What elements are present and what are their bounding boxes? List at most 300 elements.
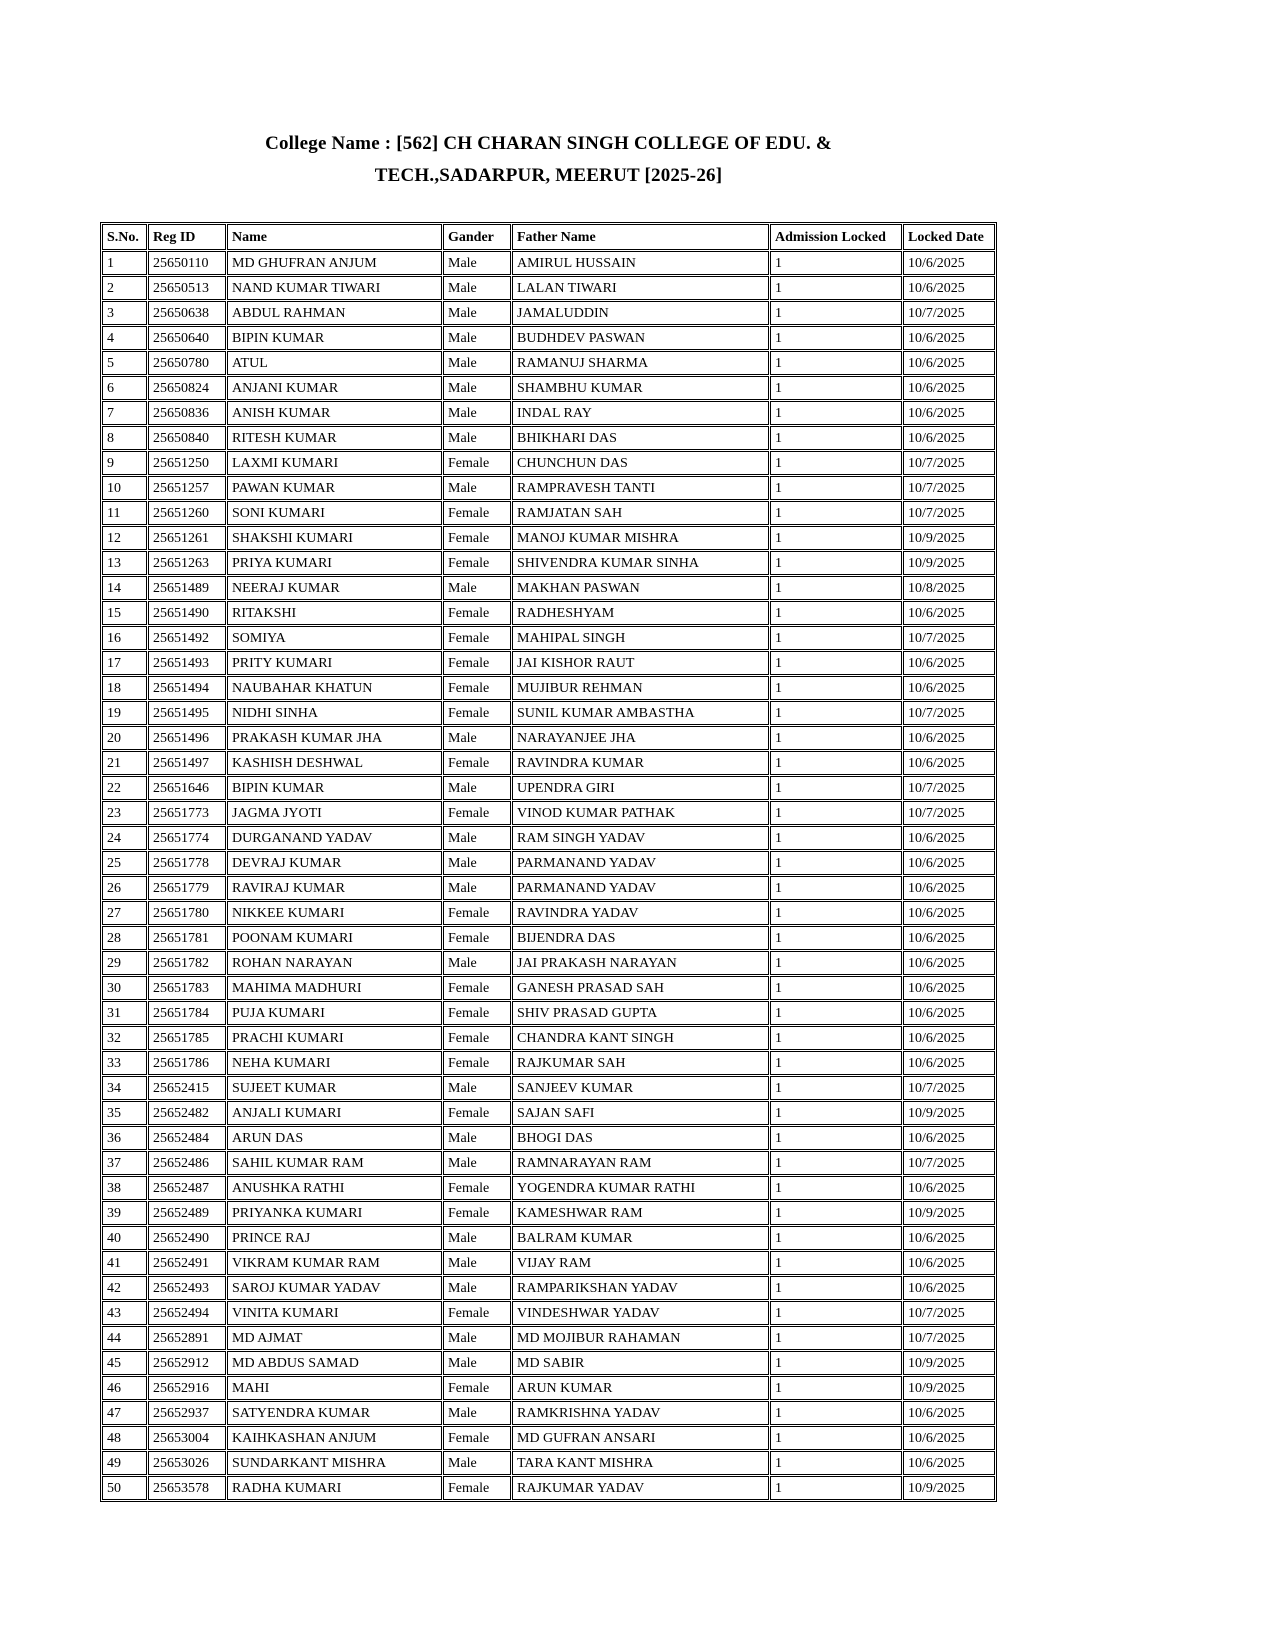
cell-father-name: RAMPARIKSHAN YADAV [512, 1276, 769, 1300]
cell-sno: 43 [102, 1301, 147, 1325]
table-row [102, 526, 995, 550]
cell-gender: Female [443, 1301, 511, 1325]
cell-admission-locked: 1 [770, 801, 902, 825]
cell-father-name: TARA KANT MISHRA [512, 1451, 769, 1475]
cell-reg-id: 25650110 [148, 251, 226, 275]
cell-father-name: LALAN TIWARI [512, 276, 769, 300]
cell-locked-date: 10/7/2025 [903, 1076, 995, 1100]
cell-name: POONAM KUMARI [227, 926, 442, 950]
cell-locked-date: 10/6/2025 [903, 1026, 995, 1050]
cell-father-name: GANESH PRASAD SAH [512, 976, 769, 1000]
cell-sno: 19 [102, 701, 147, 725]
cell-gender: Male [443, 376, 511, 400]
cell-name: MD ABDUS SAMAD [227, 1351, 442, 1375]
cell-father-name: INDAL RAY [512, 401, 769, 425]
cell-admission-locked: 1 [770, 1101, 902, 1125]
cell-father-name: RAMPRAVESH TANTI [512, 476, 769, 500]
cell-gender: Male [443, 1126, 511, 1150]
cell-reg-id: 25652490 [148, 1226, 226, 1250]
cell-reg-id: 25651492 [148, 626, 226, 650]
table-row [102, 1176, 995, 1200]
cell-reg-id: 25651781 [148, 926, 226, 950]
cell-gender: Male [443, 426, 511, 450]
cell-father-name: ARUN KUMAR [512, 1376, 769, 1400]
cell-admission-locked: 1 [770, 276, 902, 300]
cell-admission-locked: 1 [770, 1001, 902, 1025]
cell-name: SATYENDRA KUMAR [227, 1401, 442, 1425]
cell-gender: Female [443, 451, 511, 475]
col-header-admission-locked: Admission Locked [770, 224, 902, 250]
cell-name: SUJEET KUMAR [227, 1076, 442, 1100]
table-row [102, 1226, 995, 1250]
cell-gender: Female [443, 1101, 511, 1125]
table-row [102, 651, 995, 675]
cell-gender: Male [443, 1401, 511, 1425]
cell-locked-date: 10/7/2025 [903, 1151, 995, 1175]
cell-admission-locked: 1 [770, 851, 902, 875]
table-row [102, 351, 995, 375]
cell-name: ARUN DAS [227, 1126, 442, 1150]
cell-sno: 36 [102, 1126, 147, 1150]
cell-father-name: SAJAN SAFI [512, 1101, 769, 1125]
cell-admission-locked: 1 [770, 1076, 902, 1100]
cell-gender: Male [443, 1351, 511, 1375]
cell-father-name: RAMJATAN SAH [512, 501, 769, 525]
cell-sno: 50 [102, 1476, 147, 1500]
cell-admission-locked: 1 [770, 1151, 902, 1175]
cell-name: ANUSHKA RATHI [227, 1176, 442, 1200]
cell-name: ROHAN NARAYAN [227, 951, 442, 975]
cell-father-name: SUNIL KUMAR AMBASTHA [512, 701, 769, 725]
cell-locked-date: 10/6/2025 [903, 1126, 995, 1150]
cell-sno: 23 [102, 801, 147, 825]
cell-name: ANJALI KUMARI [227, 1101, 442, 1125]
cell-sno: 42 [102, 1276, 147, 1300]
cell-reg-id: 25651779 [148, 876, 226, 900]
cell-gender: Female [443, 926, 511, 950]
cell-gender: Male [443, 1151, 511, 1175]
table-row [102, 301, 995, 325]
cell-locked-date: 10/6/2025 [903, 951, 995, 975]
cell-sno: 9 [102, 451, 147, 475]
cell-gender: Male [443, 851, 511, 875]
cell-reg-id: 25652912 [148, 1351, 226, 1375]
cell-father-name: VINDESHWAR YADAV [512, 1301, 769, 1325]
cell-gender: Male [443, 826, 511, 850]
cell-gender: Female [443, 1376, 511, 1400]
cell-name: PRINCE RAJ [227, 1226, 442, 1250]
cell-father-name: RAVINDRA KUMAR [512, 751, 769, 775]
table-row [102, 426, 995, 450]
cell-name: PUJA KUMARI [227, 1001, 442, 1025]
cell-reg-id: 25651780 [148, 901, 226, 925]
cell-locked-date: 10/6/2025 [903, 876, 995, 900]
cell-admission-locked: 1 [770, 1351, 902, 1375]
table-row [102, 1351, 995, 1375]
cell-admission-locked: 1 [770, 1051, 902, 1075]
cell-sno: 16 [102, 626, 147, 650]
cell-admission-locked: 1 [770, 526, 902, 550]
cell-reg-id: 25650780 [148, 351, 226, 375]
table-row [102, 1126, 995, 1150]
cell-locked-date: 10/6/2025 [903, 1001, 995, 1025]
college-name-line1: College Name : [562] CH CHARAN SINGH COLLEGE OF EDU. & [265, 133, 832, 154]
cell-locked-date: 10/7/2025 [903, 476, 995, 500]
cell-reg-id: 25652489 [148, 1201, 226, 1225]
cell-reg-id: 25651489 [148, 576, 226, 600]
cell-sno: 26 [102, 876, 147, 900]
cell-admission-locked: 1 [770, 1451, 902, 1475]
cell-reg-id: 25651497 [148, 751, 226, 775]
cell-name: DURGANAND YADAV [227, 826, 442, 850]
cell-father-name: RAMNARAYAN RAM [512, 1151, 769, 1175]
cell-father-name: JAI PRAKASH NARAYAN [512, 951, 769, 975]
cell-father-name: RAMANUJ SHARMA [512, 351, 769, 375]
table-row [102, 1051, 995, 1075]
cell-gender: Female [443, 1476, 511, 1500]
cell-admission-locked: 1 [770, 1226, 902, 1250]
cell-locked-date: 10/7/2025 [903, 451, 995, 475]
cell-name: PRACHI KUMARI [227, 1026, 442, 1050]
cell-sno: 25 [102, 851, 147, 875]
table-row [102, 451, 995, 475]
cell-admission-locked: 1 [770, 826, 902, 850]
cell-admission-locked: 1 [770, 901, 902, 925]
cell-locked-date: 10/7/2025 [903, 626, 995, 650]
cell-father-name: MD GUFRAN ANSARI [512, 1426, 769, 1450]
cell-name: JAGMA JYOTI [227, 801, 442, 825]
cell-reg-id: 25652916 [148, 1376, 226, 1400]
cell-locked-date: 10/6/2025 [903, 1451, 995, 1475]
cell-gender: Male [443, 251, 511, 275]
cell-sno: 40 [102, 1226, 147, 1250]
cell-reg-id: 25652891 [148, 1326, 226, 1350]
cell-reg-id: 25652937 [148, 1401, 226, 1425]
table-row [102, 751, 995, 775]
cell-reg-id: 25651496 [148, 726, 226, 750]
cell-sno: 6 [102, 376, 147, 400]
cell-reg-id: 25651260 [148, 501, 226, 525]
col-header-father-name: Father Name [512, 224, 769, 250]
cell-sno: 29 [102, 951, 147, 975]
table-row [102, 1001, 995, 1025]
cell-admission-locked: 1 [770, 951, 902, 975]
cell-father-name: JAMALUDDIN [512, 301, 769, 325]
cell-locked-date: 10/6/2025 [903, 726, 995, 750]
students-table [100, 222, 997, 1502]
cell-sno: 27 [102, 901, 147, 925]
cell-sno: 13 [102, 551, 147, 575]
table-row [102, 701, 995, 725]
cell-father-name: MAHIPAL SINGH [512, 626, 769, 650]
cell-father-name: VIJAY RAM [512, 1251, 769, 1275]
cell-admission-locked: 1 [770, 1326, 902, 1350]
cell-sno: 32 [102, 1026, 147, 1050]
table-row [102, 926, 995, 950]
cell-sno: 18 [102, 676, 147, 700]
cell-gender: Male [443, 1251, 511, 1275]
cell-sno: 48 [102, 1426, 147, 1450]
cell-father-name: CHUNCHUN DAS [512, 451, 769, 475]
cell-gender: Male [443, 1276, 511, 1300]
cell-sno: 30 [102, 976, 147, 1000]
cell-admission-locked: 1 [770, 476, 902, 500]
cell-gender: Female [443, 1026, 511, 1050]
table-row [102, 951, 995, 975]
cell-reg-id: 25653578 [148, 1476, 226, 1500]
col-header-sno: S.No. [102, 224, 147, 250]
table-row [102, 1451, 995, 1475]
cell-name: PAWAN KUMAR [227, 476, 442, 500]
cell-locked-date: 10/6/2025 [903, 1401, 995, 1425]
cell-sno: 10 [102, 476, 147, 500]
table-row [102, 851, 995, 875]
cell-name: KASHISH DESHWAL [227, 751, 442, 775]
table-row [102, 401, 995, 425]
cell-name: ANISH KUMAR [227, 401, 442, 425]
cell-father-name: MAKHAN PASWAN [512, 576, 769, 600]
cell-reg-id: 25651774 [148, 826, 226, 850]
cell-sno: 46 [102, 1376, 147, 1400]
cell-name: ATUL [227, 351, 442, 375]
cell-sno: 35 [102, 1101, 147, 1125]
cell-reg-id: 25652493 [148, 1276, 226, 1300]
cell-admission-locked: 1 [770, 876, 902, 900]
cell-locked-date: 10/6/2025 [903, 1176, 995, 1200]
cell-admission-locked: 1 [770, 1376, 902, 1400]
cell-name: RADHA KUMARI [227, 1476, 442, 1500]
cell-gender: Female [443, 1051, 511, 1075]
cell-name: BIPIN KUMAR [227, 776, 442, 800]
cell-father-name: RAJKUMAR SAH [512, 1051, 769, 1075]
cell-name: NEHA KUMARI [227, 1051, 442, 1075]
cell-father-name: KAMESHWAR RAM [512, 1201, 769, 1225]
cell-father-name: PARMANAND YADAV [512, 876, 769, 900]
col-header-reg-id: Reg ID [148, 224, 226, 250]
cell-name: PRAKASH KUMAR JHA [227, 726, 442, 750]
cell-reg-id: 25652494 [148, 1301, 226, 1325]
cell-reg-id: 25651784 [148, 1001, 226, 1025]
cell-sno: 3 [102, 301, 147, 325]
table-row [102, 1026, 995, 1050]
cell-name: PRIYA KUMARI [227, 551, 442, 575]
cell-locked-date: 10/7/2025 [903, 801, 995, 825]
table-row [102, 976, 995, 1000]
cell-locked-date: 10/9/2025 [903, 1376, 995, 1400]
cell-reg-id: 25652482 [148, 1101, 226, 1125]
cell-locked-date: 10/7/2025 [903, 776, 995, 800]
cell-gender: Female [443, 751, 511, 775]
cell-locked-date: 10/6/2025 [903, 851, 995, 875]
cell-gender: Female [443, 651, 511, 675]
cell-name: SAROJ KUMAR YADAV [227, 1276, 442, 1300]
cell-gender: Male [443, 1076, 511, 1100]
cell-gender: Female [443, 551, 511, 575]
cell-locked-date: 10/9/2025 [903, 526, 995, 550]
cell-reg-id: 25651785 [148, 1026, 226, 1050]
cell-reg-id: 25651261 [148, 526, 226, 550]
cell-admission-locked: 1 [770, 251, 902, 275]
cell-admission-locked: 1 [770, 976, 902, 1000]
cell-locked-date: 10/6/2025 [903, 251, 995, 275]
table-row [102, 901, 995, 925]
cell-reg-id: 25651493 [148, 651, 226, 675]
cell-father-name: MANOJ KUMAR MISHRA [512, 526, 769, 550]
cell-reg-id: 25651773 [148, 801, 226, 825]
cell-gender: Male [443, 726, 511, 750]
cell-sno: 2 [102, 276, 147, 300]
cell-admission-locked: 1 [770, 926, 902, 950]
cell-sno: 44 [102, 1326, 147, 1350]
table-row [102, 676, 995, 700]
cell-admission-locked: 1 [770, 1026, 902, 1050]
cell-gender: Male [443, 476, 511, 500]
cell-locked-date: 10/6/2025 [903, 601, 995, 625]
cell-gender: Female [443, 501, 511, 525]
table-row [102, 1251, 995, 1275]
cell-sno: 22 [102, 776, 147, 800]
cell-admission-locked: 1 [770, 451, 902, 475]
cell-father-name: MUJIBUR REHMAN [512, 676, 769, 700]
cell-father-name: SHIVENDRA KUMAR SINHA [512, 551, 769, 575]
cell-sno: 15 [102, 601, 147, 625]
cell-father-name: RAM SINGH YADAV [512, 826, 769, 850]
cell-name: RITAKSHI [227, 601, 442, 625]
cell-gender: Female [443, 1426, 511, 1450]
cell-admission-locked: 1 [770, 726, 902, 750]
cell-admission-locked: 1 [770, 651, 902, 675]
cell-father-name: MD MOJIBUR RAHAMAN [512, 1326, 769, 1350]
cell-sno: 1 [102, 251, 147, 275]
cell-admission-locked: 1 [770, 501, 902, 525]
cell-reg-id: 25652487 [148, 1176, 226, 1200]
cell-reg-id: 25650824 [148, 376, 226, 400]
col-header-gender: Gander [443, 224, 511, 250]
cell-reg-id: 25652484 [148, 1126, 226, 1150]
table-row [102, 1476, 995, 1500]
cell-reg-id: 25652415 [148, 1076, 226, 1100]
cell-reg-id: 25651786 [148, 1051, 226, 1075]
cell-locked-date: 10/6/2025 [903, 401, 995, 425]
cell-locked-date: 10/9/2025 [903, 551, 995, 575]
cell-reg-id: 25650513 [148, 276, 226, 300]
cell-gender: Female [443, 701, 511, 725]
cell-reg-id: 25651257 [148, 476, 226, 500]
cell-admission-locked: 1 [770, 1476, 902, 1500]
cell-locked-date: 10/7/2025 [903, 501, 995, 525]
cell-sno: 37 [102, 1151, 147, 1175]
cell-locked-date: 10/6/2025 [903, 326, 995, 350]
table-row [102, 1276, 995, 1300]
cell-gender: Female [443, 526, 511, 550]
cell-locked-date: 10/6/2025 [903, 1251, 995, 1275]
cell-father-name: RAMKRISHNA YADAV [512, 1401, 769, 1425]
table-row [102, 801, 995, 825]
table-row [102, 1151, 995, 1175]
cell-name: BIPIN KUMAR [227, 326, 442, 350]
table-row [102, 876, 995, 900]
cell-locked-date: 10/6/2025 [903, 926, 995, 950]
cell-reg-id: 25651646 [148, 776, 226, 800]
cell-admission-locked: 1 [770, 601, 902, 625]
cell-father-name: BIJENDRA DAS [512, 926, 769, 950]
cell-name: ANJANI KUMAR [227, 376, 442, 400]
table-row [102, 1326, 995, 1350]
cell-name: VIKRAM KUMAR RAM [227, 1251, 442, 1275]
cell-locked-date: 10/6/2025 [903, 276, 995, 300]
cell-locked-date: 10/7/2025 [903, 1326, 995, 1350]
table-row [102, 576, 995, 600]
cell-admission-locked: 1 [770, 401, 902, 425]
table-row [102, 376, 995, 400]
cell-name: NIKKEE KUMARI [227, 901, 442, 925]
cell-gender: Female [443, 801, 511, 825]
cell-sno: 31 [102, 1001, 147, 1025]
cell-gender: Male [443, 776, 511, 800]
cell-name: ABDUL RAHMAN [227, 301, 442, 325]
cell-locked-date: 10/6/2025 [903, 901, 995, 925]
cell-admission-locked: 1 [770, 351, 902, 375]
college-name-line2: TECH.,SADARPUR, MEERUT [2025-26] [374, 165, 723, 186]
cell-sno: 49 [102, 1451, 147, 1475]
cell-name: DEVRAJ KUMAR [227, 851, 442, 875]
cell-locked-date: 10/6/2025 [903, 1426, 995, 1450]
cell-sno: 28 [102, 926, 147, 950]
cell-gender: Female [443, 626, 511, 650]
cell-name: LAXMI KUMARI [227, 451, 442, 475]
table-row [102, 1376, 995, 1400]
cell-admission-locked: 1 [770, 1251, 902, 1275]
cell-admission-locked: 1 [770, 1426, 902, 1450]
cell-sno: 33 [102, 1051, 147, 1075]
cell-locked-date: 10/7/2025 [903, 1301, 995, 1325]
cell-reg-id: 25651250 [148, 451, 226, 475]
cell-admission-locked: 1 [770, 751, 902, 775]
cell-father-name: VINOD KUMAR PATHAK [512, 801, 769, 825]
cell-reg-id: 25650836 [148, 401, 226, 425]
cell-father-name: BHOGI DAS [512, 1126, 769, 1150]
cell-name: PRIYANKA KUMARI [227, 1201, 442, 1225]
cell-name: MAHIMA MADHURI [227, 976, 442, 1000]
cell-gender: Male [443, 351, 511, 375]
cell-gender: Male [443, 1326, 511, 1350]
cell-gender: Male [443, 1451, 511, 1475]
table-row [102, 1101, 995, 1125]
cell-reg-id: 25651782 [148, 951, 226, 975]
table-row [102, 326, 995, 350]
cell-admission-locked: 1 [770, 676, 902, 700]
cell-name: SONI KUMARI [227, 501, 442, 525]
cell-sno: 34 [102, 1076, 147, 1100]
cell-father-name: SHIV PRASAD GUPTA [512, 1001, 769, 1025]
cell-sno: 47 [102, 1401, 147, 1425]
cell-name: SAHIL KUMAR RAM [227, 1151, 442, 1175]
cell-gender: Female [443, 901, 511, 925]
cell-father-name: CHANDRA KANT SINGH [512, 1026, 769, 1050]
cell-locked-date: 10/6/2025 [903, 426, 995, 450]
cell-father-name: PARMANAND YADAV [512, 851, 769, 875]
table-row [102, 776, 995, 800]
cell-father-name: YOGENDRA KUMAR RATHI [512, 1176, 769, 1200]
table-row [102, 276, 995, 300]
cell-locked-date: 10/9/2025 [903, 1101, 995, 1125]
cell-name: RAVIRAJ KUMAR [227, 876, 442, 900]
cell-name: MD GHUFRAN ANJUM [227, 251, 442, 275]
cell-gender: Male [443, 326, 511, 350]
cell-sno: 7 [102, 401, 147, 425]
cell-sno: 5 [102, 351, 147, 375]
table-row [102, 1076, 995, 1100]
